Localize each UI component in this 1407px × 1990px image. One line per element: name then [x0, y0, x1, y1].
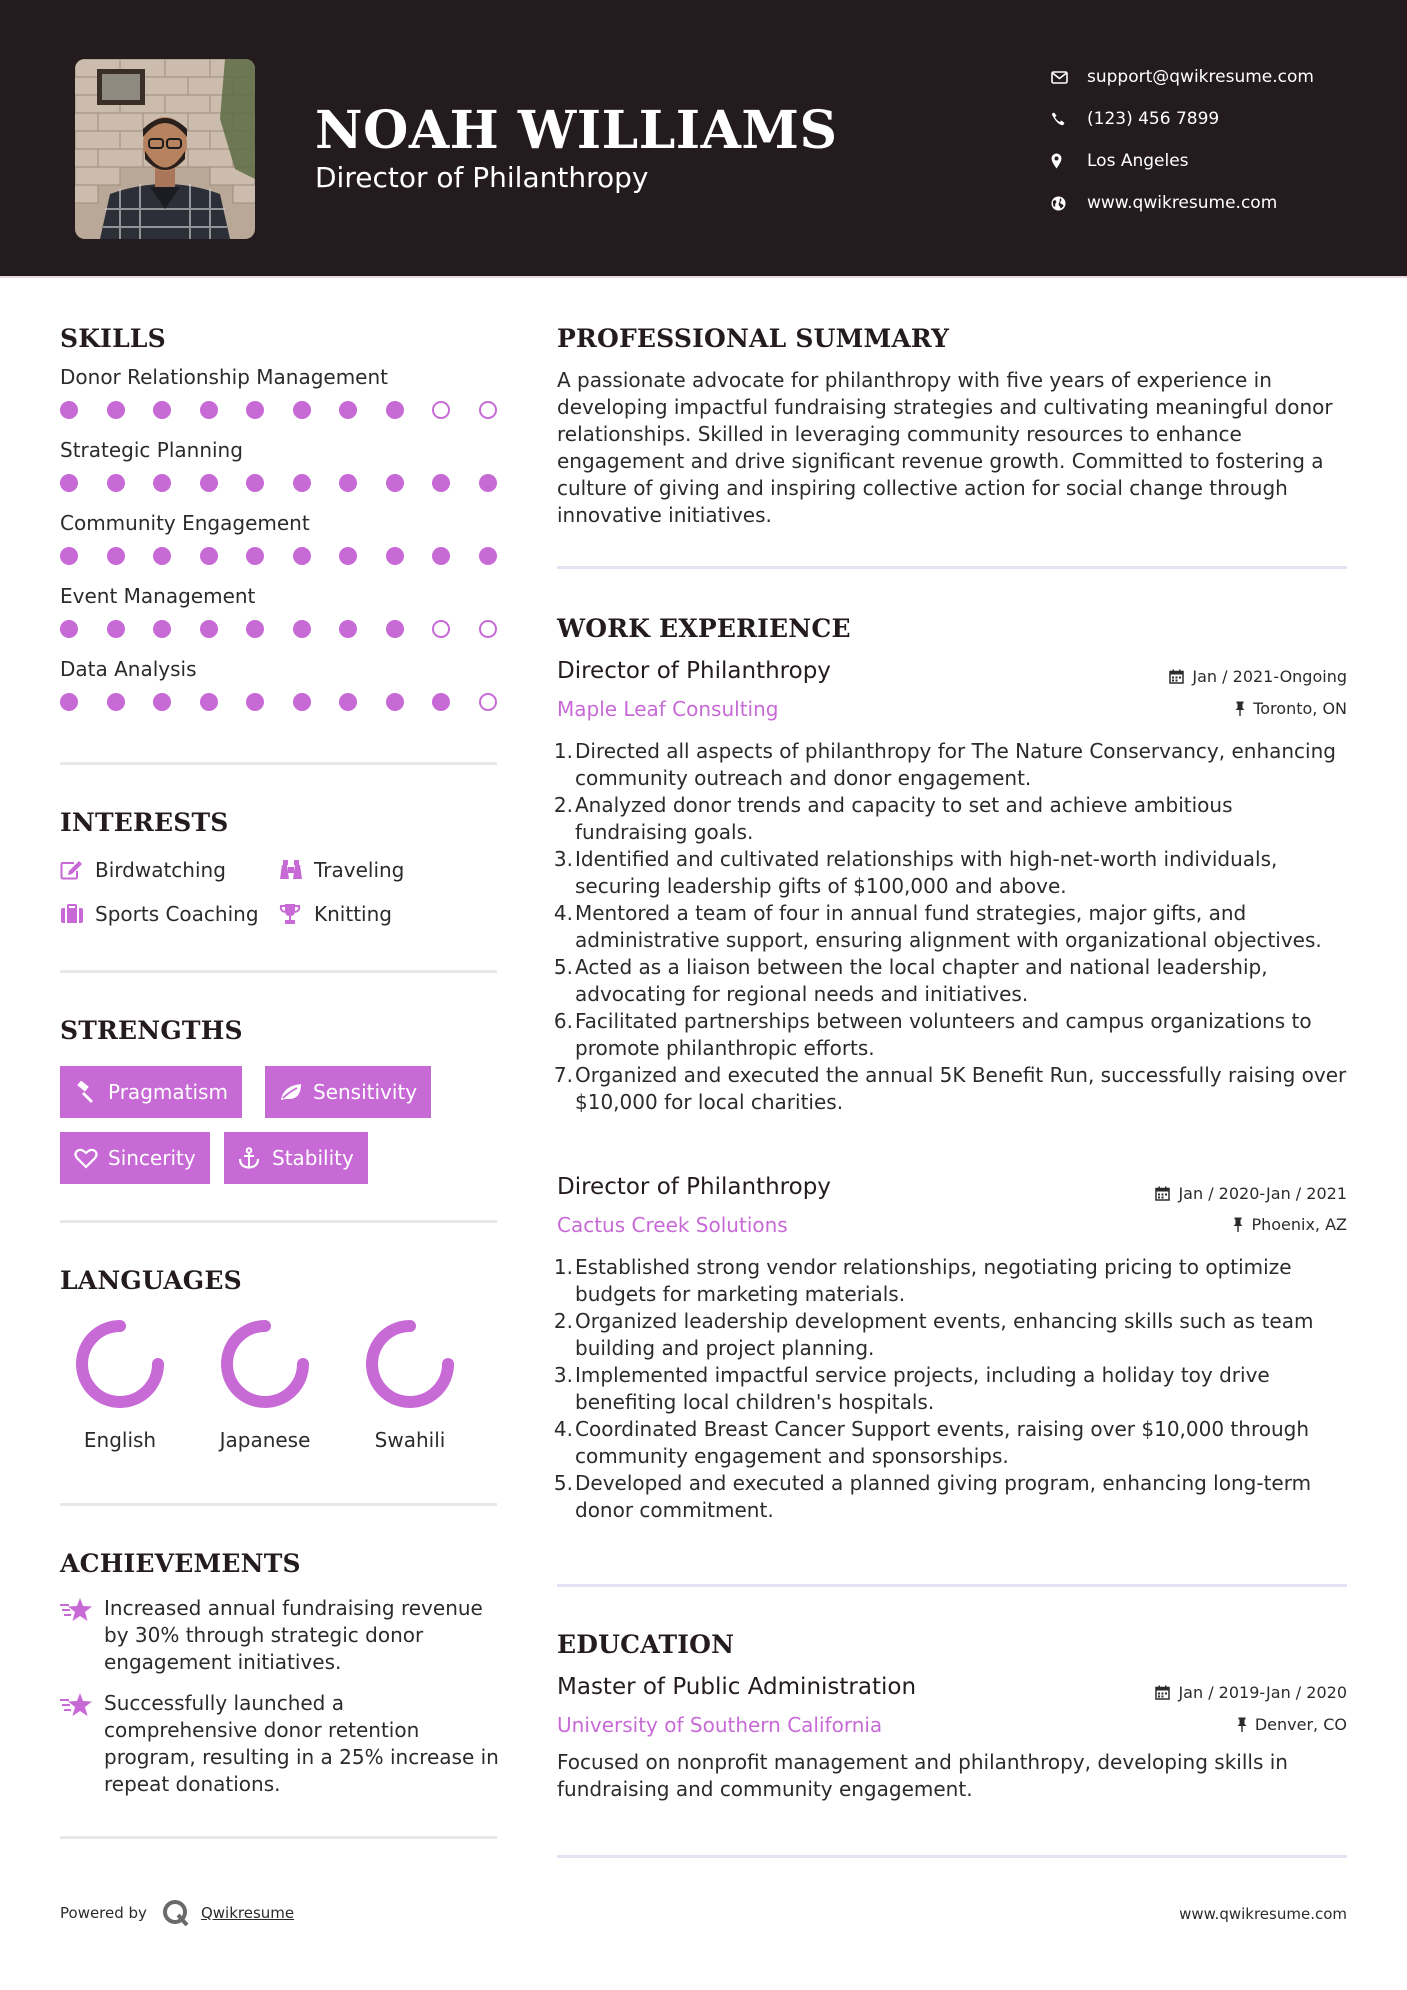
experience-heading: WORK EXPERIENCE — [557, 614, 851, 643]
rating-dot-filled — [200, 620, 218, 638]
rating-dot-filled — [107, 474, 125, 492]
footer-powered-by — [60, 1898, 294, 1928]
section-divider — [60, 1836, 497, 1839]
rating-dot-filled — [107, 547, 125, 565]
section-divider — [60, 1503, 497, 1506]
rating-dot-filled — [293, 547, 311, 565]
interest-label: Traveling — [314, 858, 405, 882]
calendar-icon — [1155, 1186, 1170, 1201]
summary-heading: PROFESSIONAL SUMMARY — [557, 324, 950, 353]
education-dates-text: Jan / 2019-Jan / 2020 — [1178, 1683, 1347, 1702]
rating-dot-filled — [293, 474, 311, 492]
job-title: Director of Philanthropy — [557, 658, 831, 684]
achievement-item — [60, 1690, 500, 1798]
job-location — [1233, 1215, 1347, 1234]
skill-rating — [60, 401, 500, 419]
pushpin-icon — [1235, 701, 1245, 716]
job-bullets — [550, 738, 1350, 1116]
language-proficiency-ring — [219, 1318, 311, 1410]
job-bullet: 1. Established strong vendor relationships, negotiating pricing to optimize budgets for marketing materials. — [553, 1255, 1292, 1306]
rating-dot-filled — [386, 401, 404, 419]
globe-icon — [1051, 196, 1087, 211]
rating-dot-filled — [432, 547, 450, 565]
rating-dot-filled — [432, 693, 450, 711]
job-bullet: 4. Mentored a team of four in annual fund strategies, major gifts, and administrative support, ensuring alignment with organizational objectives. — [553, 901, 1322, 952]
language-proficiency-ring — [74, 1318, 166, 1410]
language-name: Swahili — [374, 1428, 446, 1452]
anchor-icon — [238, 1147, 272, 1169]
skills-list — [60, 365, 500, 730]
contact-list — [1051, 56, 1314, 224]
rating-dot-filled — [107, 620, 125, 638]
job-dates — [1169, 667, 1347, 686]
job-location-text: Toronto, ON — [1253, 699, 1347, 718]
interest-label: Sports Coaching — [95, 902, 259, 926]
contact-phone-text: (123) 456 7899 — [1087, 109, 1220, 129]
proficiency-arc — [227, 1326, 303, 1402]
rating-dot-filled — [246, 547, 264, 565]
rating-dot-filled — [293, 401, 311, 419]
rating-dot-filled — [339, 401, 357, 419]
strength-label: Sensitivity — [313, 1080, 418, 1104]
strength-tag — [265, 1066, 431, 1118]
skill-name: Event Management — [60, 584, 256, 608]
rating-dot-filled — [60, 620, 78, 638]
job-dates-text: Jan / 2021-Ongoing — [1192, 667, 1347, 686]
strength-tag — [224, 1132, 368, 1184]
trophy-icon — [279, 903, 314, 925]
powered-by-label: Powered by — [60, 1904, 147, 1922]
education-description: Focused on nonprofit management and philanthropy, developing skills in fundraising and community engagement. — [557, 1750, 1288, 1801]
section-divider — [60, 1220, 497, 1223]
proficiency-arc — [372, 1326, 448, 1402]
language-proficiency-ring — [364, 1318, 456, 1410]
interest-item — [60, 902, 279, 926]
rating-dot-filled — [386, 547, 404, 565]
strengths-heading: STRENGTHS — [60, 1016, 243, 1045]
interests-heading: INTERESTS — [60, 808, 229, 837]
rating-dot-filled — [107, 693, 125, 711]
rating-dot-filled — [60, 401, 78, 419]
rating-dot-filled — [246, 693, 264, 711]
footer-url[interactable]: www.qwikresume.com — [1179, 1905, 1347, 1923]
education-location — [1237, 1715, 1347, 1734]
contact-location — [1051, 140, 1314, 182]
rating-dot-filled — [200, 401, 218, 419]
job-dates — [1155, 1184, 1347, 1203]
job-bullet: 7. Organized and executed the annual 5K Benefit Run, successfully raising over $10,000 for local charities. — [553, 1063, 1347, 1114]
rating-dot-filled — [386, 620, 404, 638]
calendar-icon — [1169, 669, 1184, 684]
job-bullet: 3. Implemented impactful service projects, including a holiday toy drive benefiting local children's hospitals. — [553, 1363, 1270, 1414]
rating-dot-empty — [432, 620, 450, 638]
rating-dot-filled — [293, 693, 311, 711]
company-name: Maple Leaf Consulting — [557, 697, 779, 721]
achievements-heading: ACHIEVEMENTS — [60, 1549, 301, 1578]
contact-location-text: Los Angeles — [1087, 151, 1189, 171]
binoculars-icon — [279, 859, 314, 881]
language-item — [60, 1318, 180, 1452]
education-heading: EDUCATION — [557, 1630, 735, 1659]
contact-email[interactable] — [1051, 56, 1314, 98]
section-divider — [60, 970, 497, 973]
phone-icon — [1051, 112, 1087, 126]
job-location-text: Phoenix, AZ — [1251, 1215, 1347, 1234]
leaf-icon — [279, 1082, 313, 1102]
job-bullets — [550, 1254, 1350, 1524]
profile-photo — [75, 59, 255, 239]
language-item — [205, 1318, 325, 1452]
language-name: English — [83, 1428, 157, 1452]
job-bullet: 6. Facilitated partnerships between volunteers and campus organizations to promote philanthropic efforts. — [553, 1009, 1312, 1060]
interest-label: Birdwatching — [95, 858, 226, 882]
briefcase-icon — [60, 904, 95, 924]
pushpin-icon — [1233, 1217, 1243, 1232]
rating-dot-filled — [153, 693, 171, 711]
rating-dot-filled — [60, 474, 78, 492]
pushpin-icon — [1237, 1717, 1247, 1732]
rating-dot-filled — [200, 547, 218, 565]
job-bullet: 1. Directed all aspects of philanthropy for The Nature Conservancy, enhancing community outreach and donor engagement. — [553, 739, 1336, 790]
rating-dot-filled — [200, 474, 218, 492]
strength-tag — [60, 1066, 242, 1118]
skill-name: Community Engagement — [60, 511, 310, 535]
interests-list — [60, 848, 500, 936]
rating-dot-filled — [339, 620, 357, 638]
skills-heading: SKILLS — [60, 324, 166, 353]
section-divider — [557, 1855, 1347, 1858]
interest-item — [279, 858, 404, 882]
rating-dot-filled — [153, 474, 171, 492]
company-name: Cactus Creek Solutions — [557, 1213, 788, 1237]
job-title: Director of Philanthropy — [557, 1174, 831, 1200]
language-name: Japanese — [219, 1428, 311, 1452]
skill-item — [60, 511, 500, 584]
achievement-item — [60, 1595, 500, 1676]
interest-item — [60, 858, 279, 882]
job-bullet: 5. Acted as a liaison between the local chapter and national leadership, advocating for regional needs and initiatives. — [553, 955, 1268, 1006]
rating-dot-filled — [386, 474, 404, 492]
job-bullet: 5. Developed and executed a planned giving program, enhancing long-term donor commitment. — [553, 1471, 1312, 1522]
pencil-square-icon — [60, 860, 95, 880]
job-bullet: 2. Organized leadership development events, enhancing skills such as team building and project planning. — [553, 1309, 1314, 1360]
skill-name: Donor Relationship Management — [60, 365, 389, 389]
rating-dot-empty — [432, 401, 450, 419]
interest-label: Knitting — [314, 902, 392, 926]
section-divider — [557, 1584, 1347, 1587]
school-name: University of Southern California — [557, 1713, 883, 1737]
contact-phone[interactable] — [1051, 98, 1314, 140]
rating-dot-filled — [60, 693, 78, 711]
degree-title: Master of Public Administration — [557, 1674, 917, 1700]
rating-dot-filled — [153, 547, 171, 565]
section-divider — [60, 762, 497, 765]
rating-dot-filled — [153, 401, 171, 419]
gavel-icon — [74, 1081, 108, 1103]
map-pin-icon — [1051, 153, 1087, 169]
job-bullet: 4. Coordinated Breast Cancer Support events, raising over $10,000 through community engagement and sponsorships. — [553, 1417, 1310, 1468]
contact-website[interactable] — [1051, 182, 1314, 224]
skill-rating — [60, 474, 500, 492]
calendar-icon — [1155, 1685, 1170, 1700]
rating-dot-filled — [153, 620, 171, 638]
skill-rating — [60, 693, 500, 711]
skill-item — [60, 657, 500, 730]
shooting-star-icon — [60, 1690, 104, 1798]
rating-dot-filled — [479, 547, 497, 565]
envelope-icon — [1051, 71, 1087, 84]
heart-icon — [74, 1148, 108, 1169]
rating-dot-filled — [339, 693, 357, 711]
rating-dot-filled — [246, 401, 264, 419]
header-divider — [0, 276, 1407, 278]
rating-dot-empty — [479, 401, 497, 419]
job-bullet: 3. Identified and cultivated relationships with high-net-worth individuals, securing leadership gifts of $100,000 and above. — [553, 847, 1278, 898]
section-divider — [557, 566, 1347, 569]
candidate-title: Director of Philanthropy — [315, 161, 649, 194]
rating-dot-filled — [339, 547, 357, 565]
achievement-text: Increased annual fundraising revenue by 30% through strategic donor engagement initiatives. — [104, 1596, 483, 1674]
languages-heading: LANGUAGES — [60, 1266, 242, 1295]
skill-item — [60, 365, 500, 438]
rating-dot-filled — [107, 401, 125, 419]
strength-label: Stability — [272, 1146, 354, 1170]
rating-dot-filled — [246, 620, 264, 638]
skill-name: Strategic Planning — [60, 438, 243, 462]
education-location-text: Denver, CO — [1254, 1715, 1347, 1734]
skill-item — [60, 584, 500, 657]
rating-dot-filled — [246, 474, 264, 492]
job-bullet: 2. Analyzed donor trends and capacity to set and achieve ambitious fundraising goals. — [553, 793, 1233, 844]
rating-dot-filled — [200, 693, 218, 711]
proficiency-arc — [82, 1326, 158, 1402]
interest-item — [279, 902, 392, 926]
candidate-name: NOAH WILLIAMS — [315, 100, 838, 161]
strength-label: Pragmatism — [108, 1080, 228, 1104]
summary-text: A passionate advocate for philanthropy with five years of experience in developing impactful fundraising strategies and cultivating meaningful donor relationships. Skilled in leveraging community resources to enhance engagement and drive significant revenue growth. Committed to fostering a culture of giving and inspiring collective action for social change through innovative initiatives. — [557, 368, 1333, 527]
rating-dot-filled — [339, 474, 357, 492]
rating-dot-filled — [60, 547, 78, 565]
contact-website-text: www.qwikresume.com — [1087, 193, 1278, 213]
skill-name: Data Analysis — [60, 657, 197, 681]
skill-rating — [60, 547, 500, 565]
contact-email-text: support@qwikresume.com — [1087, 67, 1314, 87]
shooting-star-icon — [60, 1595, 104, 1676]
resume-header — [0, 0, 1407, 276]
rating-dot-filled — [479, 474, 497, 492]
skill-item — [60, 438, 500, 511]
education-dates — [1155, 1683, 1347, 1702]
rating-dot-empty — [479, 693, 497, 711]
rating-dot-filled — [432, 474, 450, 492]
job-dates-text: Jan / 2020-Jan / 2021 — [1178, 1184, 1347, 1203]
achievement-text: Successfully launched a comprehensive donor retention program, resulting in a 25% increase in repeat donations. — [104, 1691, 499, 1796]
skill-rating — [60, 620, 500, 638]
language-item — [350, 1318, 470, 1452]
strength-tag — [60, 1132, 210, 1184]
strength-label: Sincerity — [108, 1146, 196, 1170]
rating-dot-empty — [479, 620, 497, 638]
qwikresume-link[interactable]: Qwikresume — [200, 1904, 295, 1922]
job-location — [1235, 699, 1347, 718]
rating-dot-filled — [386, 693, 404, 711]
qwikresume-logo-icon — [161, 1898, 191, 1928]
rating-dot-filled — [293, 620, 311, 638]
